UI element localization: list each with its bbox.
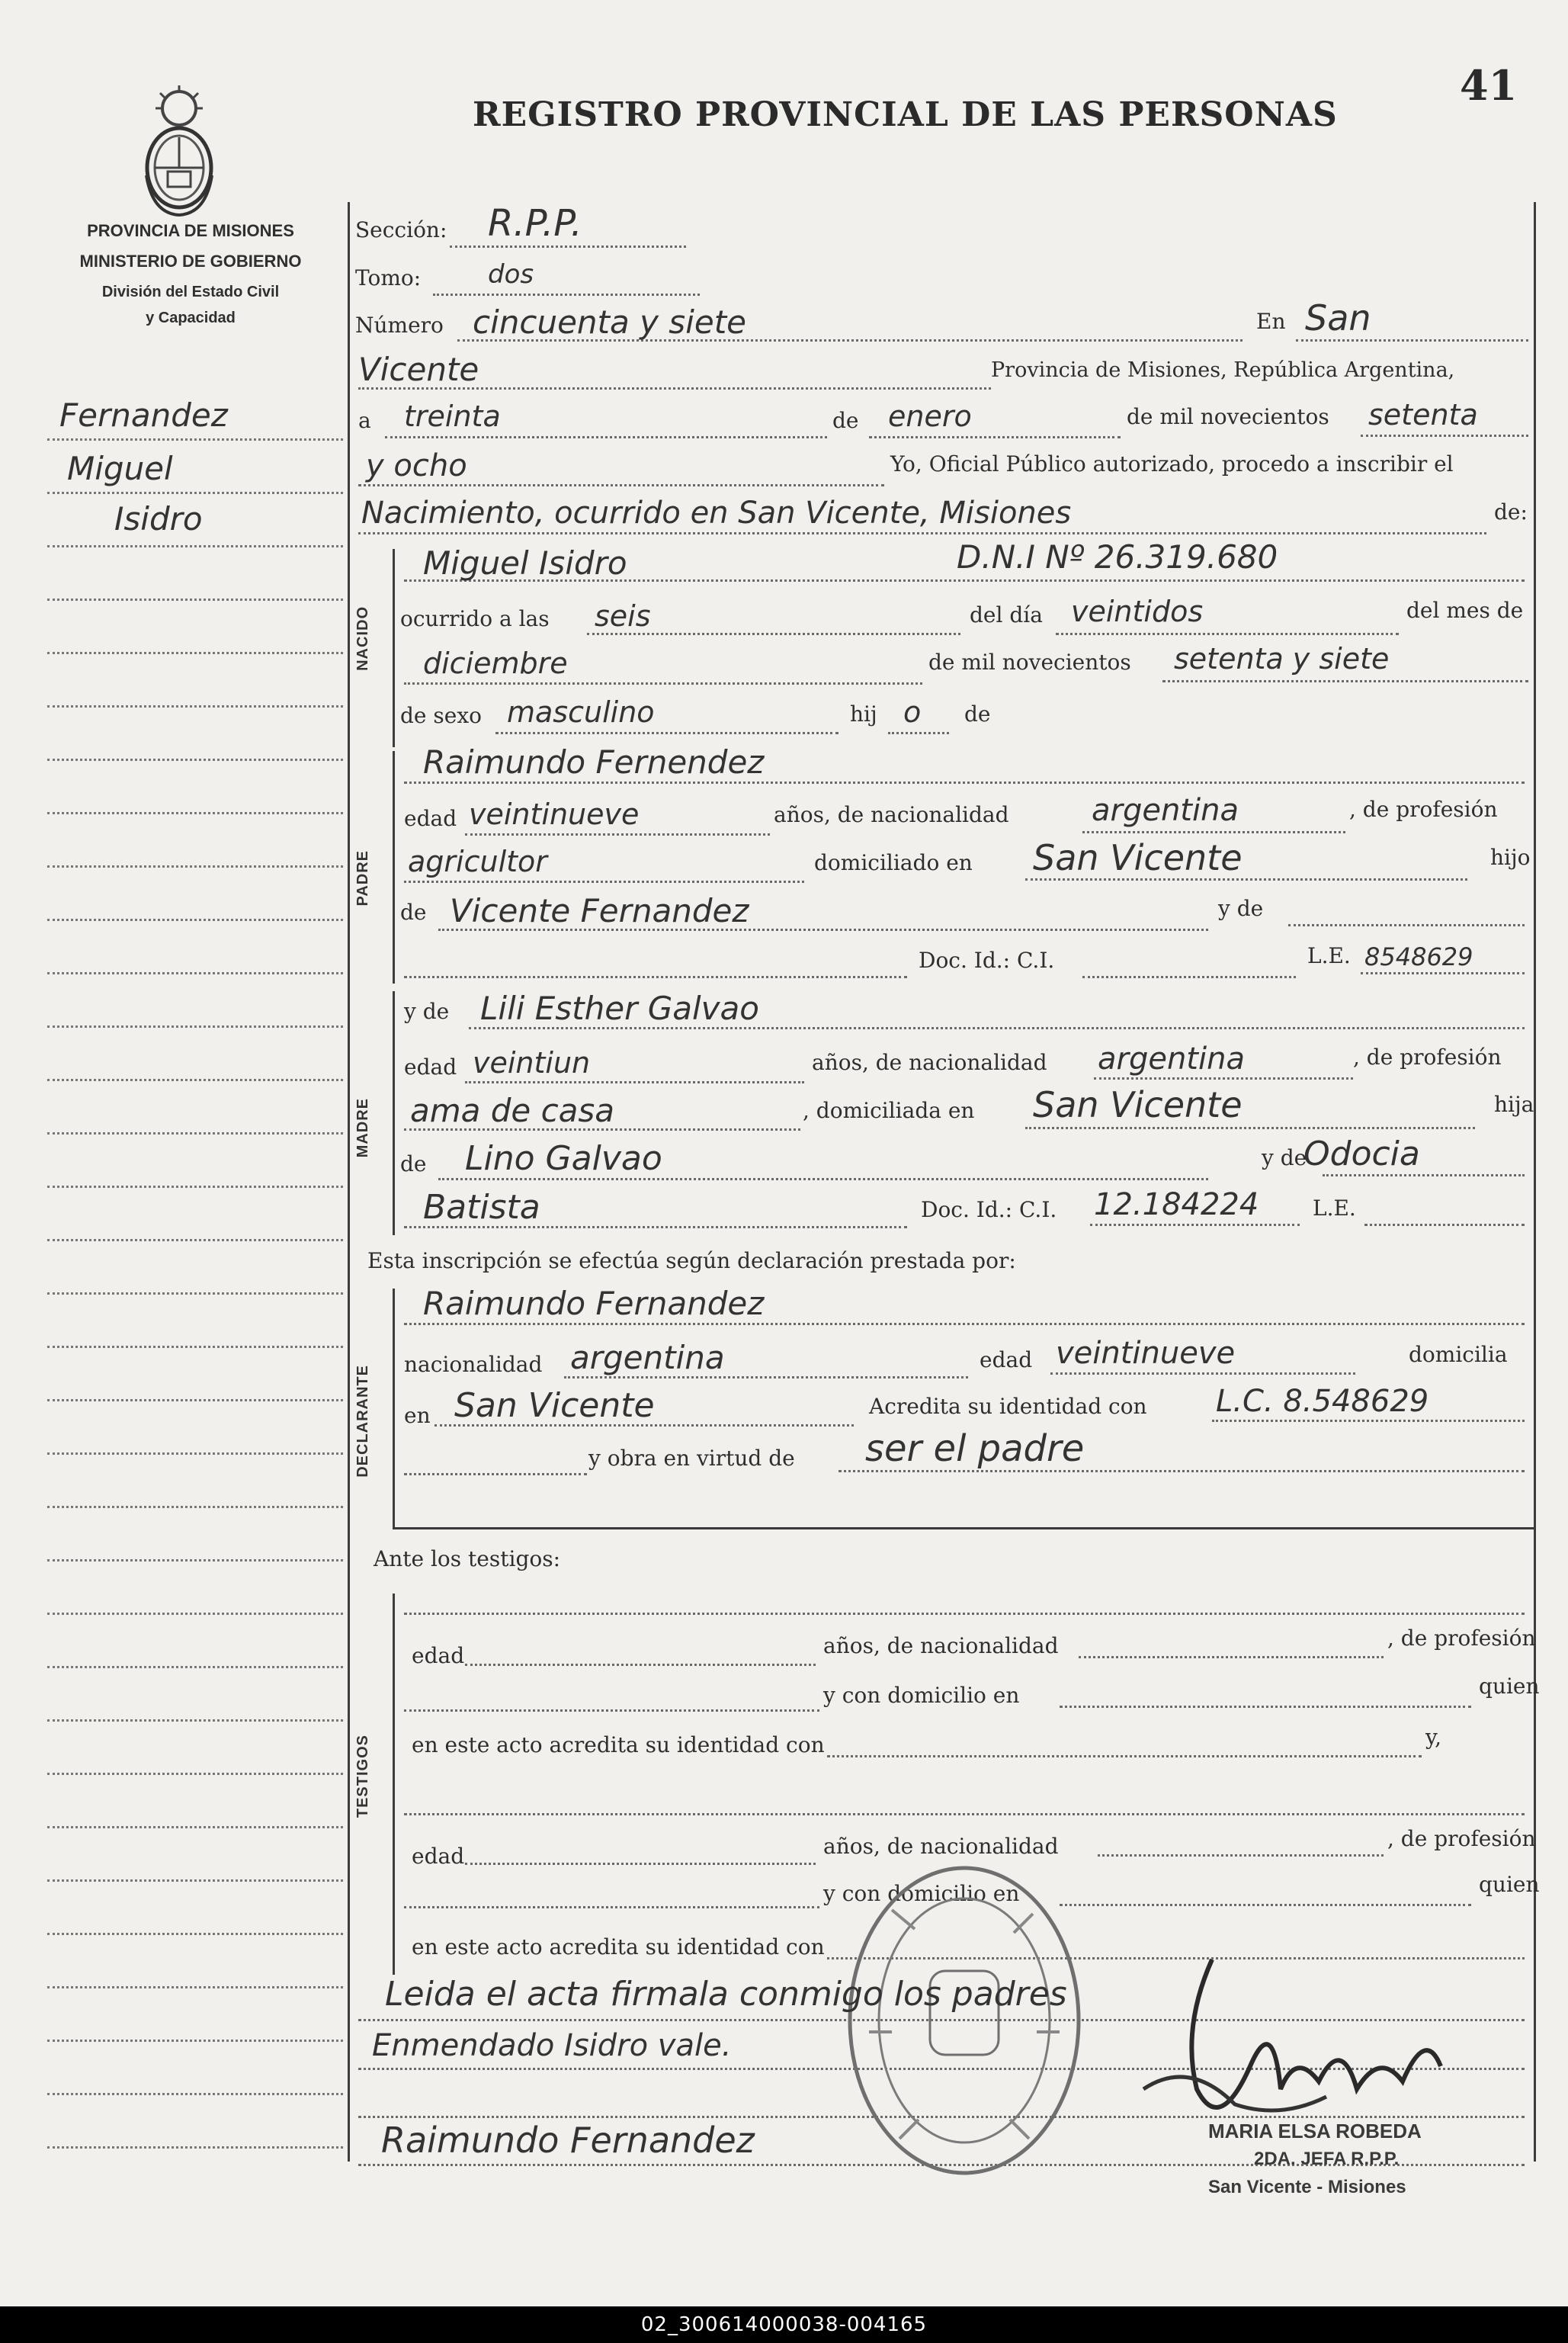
madre-yde-label: y de (404, 999, 450, 1024)
nacido-mes-label: del mes de (1406, 598, 1524, 623)
testigos-section-label: TESTIGOS (354, 1735, 371, 1818)
declarante-edad-value: veintinueve (1056, 1336, 1236, 1371)
declarant-signature: Raimundo Fernandez (381, 2120, 755, 2161)
padre-anios-label: años, de nacionalidad (774, 802, 1009, 827)
padre-dom-line (1025, 878, 1467, 881)
margin-rule-line (47, 1933, 343, 1935)
org-division-2: y Capacidad (146, 310, 236, 326)
nacido-mes-value: diciembre (423, 647, 568, 680)
nacido-name: Miguel Isidro (423, 544, 627, 582)
padre-padre-value: Vicente Fernandez (450, 892, 749, 929)
mes-line (869, 436, 1121, 438)
margin-rule-line (47, 1132, 343, 1135)
padre-edad-value: veintinueve (469, 798, 640, 831)
declarante-section-label: DECLARANTE (354, 1365, 371, 1478)
mil-label: de mil novecientos (1127, 404, 1329, 429)
padre-nac-line (1082, 831, 1345, 833)
declarante-nac-value: argentina (570, 1339, 725, 1376)
declarante-name-line (404, 1323, 1525, 1325)
margin-rule-line (47, 438, 343, 441)
madre-ydem-label: y de (1262, 1145, 1307, 1170)
madre-name: Lili Esther Galvao (480, 990, 759, 1027)
official-place: San Vicente - Misiones (1208, 2177, 1406, 2197)
anio-value-2: y ocho (366, 448, 467, 483)
testigo1-dom-line (1060, 1706, 1471, 1708)
seccion-value: R.P.P. (488, 202, 582, 245)
madre-madre-line (1323, 1174, 1525, 1176)
padre-le-label: L.E. (1307, 943, 1351, 968)
padre-madre-line (1288, 924, 1525, 926)
testigo1-anios-label: años, de nacionalidad (823, 1633, 1059, 1658)
padre-prof-line (404, 881, 804, 883)
margin-rule-line (47, 759, 343, 761)
testigo2-acredita-label: en este acto acredita su identidad con (412, 1934, 825, 1959)
padre-de-label: de (400, 900, 427, 925)
en-line (1296, 339, 1528, 342)
madre-hija-label: hija (1494, 1092, 1534, 1117)
margin-rule-line (47, 1186, 343, 1188)
madre-padre-value: Lino Galvao (465, 1139, 662, 1178)
en-value: San (1305, 297, 1371, 339)
madre-ci-line (1090, 1224, 1300, 1226)
place-value: Vicente (358, 351, 479, 388)
madre-bracket (393, 991, 395, 1235)
declarante-name: Raimundo Fernandez (423, 1285, 765, 1322)
padre-dom-value: San Vicente (1033, 837, 1243, 878)
org-division: División del Estado Civil (101, 284, 280, 300)
declarante-obra-label: y obra en virtud de (588, 1446, 795, 1471)
declarante-obra-value: ser el padre (865, 1427, 1085, 1470)
madre-padre-line (438, 1178, 1208, 1180)
padre-name: Raimundo Fernendez (423, 743, 765, 781)
madre-section-label: MADRE (354, 1098, 371, 1158)
testigos-intro: Ante los testigos: (374, 1546, 561, 1571)
hijo-value: o (903, 695, 922, 729)
margin-rule-line (47, 812, 343, 814)
hora-line (587, 633, 960, 635)
testigo2-prof-line (404, 1906, 819, 1908)
padre-le-line (1361, 972, 1525, 974)
nacido-dni: D.N.I Nº 26.319.680 (957, 538, 1278, 576)
margin-rule-line (47, 1292, 343, 1295)
testigo1-nac-line (1079, 1656, 1384, 1658)
margin-rule-line (47, 1239, 343, 1241)
seccion-line (450, 246, 686, 248)
coat-of-arms-emblem (137, 84, 221, 221)
official-title: 2DA. JEFA R.P.P. (1254, 2149, 1400, 2169)
testigo2-nac-line (1098, 1854, 1384, 1857)
margin-rule-line (47, 2093, 343, 2095)
margin-rule-line (47, 865, 343, 868)
testigo2-edad-line (465, 1863, 816, 1865)
hijo-line (888, 732, 949, 734)
nacido-de-label: de (964, 701, 991, 727)
declarante-acredita-line (1212, 1420, 1525, 1422)
margin-rule-line (47, 1559, 343, 1561)
margin-rule-line (47, 1666, 343, 1668)
margin-rule-line (47, 1613, 343, 1615)
madre-edad-label: edad (404, 1054, 457, 1080)
numero-value: cincuenta y siete (473, 303, 747, 341)
footer-id: 02_300614000038-004165 (640, 2313, 928, 2336)
testigo1-edad-line (465, 1664, 816, 1666)
testigo2-dom-label: y con domicilio en (823, 1881, 1020, 1906)
hora-label: ocurrido a las (400, 606, 550, 631)
padre-doc-line (404, 976, 907, 978)
provincia-text: Provincia de Misiones, República Argentina, (991, 358, 1455, 382)
padre-prof-label: , de profesión (1349, 797, 1498, 822)
declarante-nac-label: nacionalidad (404, 1352, 543, 1377)
nacido-dia-value: veintidos (1071, 595, 1204, 628)
testigo2-edad-label: edad (412, 1844, 465, 1869)
padre-edad-line (465, 833, 770, 836)
padre-ci-line (1082, 976, 1296, 978)
margin-rule-line (47, 1879, 343, 1882)
inscribir-line (358, 532, 1486, 534)
testigos-bracket (393, 1594, 395, 1975)
madre-dom-value: San Vicente (1033, 1084, 1243, 1125)
testigo2-anios-label: años, de nacionalidad (823, 1834, 1059, 1859)
padre-bracket (393, 751, 395, 984)
hijo-label: hij (850, 701, 877, 727)
padre-doc-label: Doc. Id.: C.I. (919, 948, 1055, 973)
dia-label: del día (970, 602, 1043, 627)
madre-prof-label: , de profesión (1353, 1045, 1502, 1070)
nacido-dia-line (1056, 633, 1399, 635)
testigo1-quien-label: quien (1479, 1674, 1540, 1699)
madre-ci-value: 12.184224 (1094, 1187, 1259, 1222)
declarante-acredita-value: L.C. 8.548629 (1216, 1384, 1429, 1419)
madre-madre-value-2: Batista (423, 1188, 540, 1227)
tomo-value: dos (488, 259, 534, 290)
margin-rule-line (47, 1826, 343, 1828)
padre-section-label: PADRE (354, 850, 371, 907)
declarante-en-value: San Vicente (454, 1386, 655, 1425)
margin-rule-line (47, 919, 343, 921)
nacido-anio-line (1162, 680, 1528, 682)
madre-le-line (1364, 1224, 1525, 1226)
hora-value: seis (595, 599, 651, 633)
testigo2-name-line (404, 1813, 1525, 1815)
madre-de-label: de (400, 1151, 427, 1176)
sexo-value: masculino (507, 695, 655, 729)
mes-value: enero (888, 400, 972, 433)
declarante-obra-line (839, 1470, 1525, 1472)
madre-name-line (469, 1027, 1525, 1029)
padre-prof-value: agricultor (408, 845, 547, 878)
testigo1-acredita-line (827, 1755, 1422, 1757)
numero-label: Número (355, 313, 444, 338)
margin-rule-line (47, 2146, 343, 2149)
page-number: 41 (1460, 61, 1518, 110)
registry-seal-stamp (839, 1857, 1090, 2184)
dia-value: treinta (404, 400, 501, 433)
org-province: PROVINCIA DE MISIONES (87, 221, 294, 240)
testigo1-y-label: y, (1425, 1725, 1441, 1750)
madre-anios-label: años, de nacionalidad (812, 1050, 1047, 1075)
padre-hijo-label: hijo (1490, 845, 1531, 870)
padre-name-line (404, 782, 1525, 784)
margin-rule-line (47, 2040, 343, 2042)
nacido-section-label: NACIDO (354, 606, 371, 671)
dia-line (385, 436, 827, 438)
main-frame-right (1534, 202, 1536, 2162)
margin-middle-name: Isidro (114, 500, 203, 538)
madre-madre-value: Odocia (1303, 1135, 1420, 1173)
main-frame-left (348, 202, 350, 2162)
declarante-obra-pre-line (404, 1473, 587, 1475)
nacido-anio-label: de mil novecientos (928, 650, 1131, 675)
margin-first-name: Miguel (67, 450, 173, 487)
padre-nac-value: argentina (1092, 793, 1239, 828)
padre-edad-label: edad (404, 806, 457, 831)
margin-surname: Fernandez (59, 396, 228, 434)
margin-rule-line (47, 972, 343, 974)
tomo-label: Tomo: (355, 265, 422, 290)
margin-rule-line (47, 1079, 343, 1081)
yo-text: Yo, Oficial Público autorizado, procedo a inscribir el (890, 451, 1454, 477)
seccion-label: Sección: (355, 217, 447, 242)
testigo1-acredita-label: en este acto acredita su identidad con (412, 1732, 825, 1757)
declarante-acredita-label: Acredita su identidad con (869, 1394, 1147, 1419)
anio2-line (358, 484, 884, 486)
footer-id-bar (0, 2306, 1568, 2343)
sexo-line (495, 732, 839, 734)
anio-value: setenta (1368, 398, 1478, 432)
padre-dom-label: domiciliado en (814, 850, 973, 875)
madre-prof-value: ama de casa (410, 1092, 615, 1129)
declarante-en-label: en (404, 1403, 431, 1428)
nacido-anio-value: setenta y siete (1174, 642, 1390, 676)
margin-rule-line (47, 1986, 343, 1988)
declarante-domicilia-label: domicilia (1409, 1342, 1508, 1367)
nacido-bracket (393, 549, 395, 747)
madre-edad-line (465, 1081, 804, 1083)
testigo1-prof-line (404, 1709, 819, 1712)
testigo1-dom-label: y con domicilio en (823, 1683, 1020, 1708)
madre-le-label: L.E. (1313, 1196, 1356, 1221)
nacido-mes-line (404, 682, 922, 685)
madre-dom-label: , domiciliada en (803, 1098, 975, 1123)
margin-rule-line (47, 1399, 343, 1401)
margin-rule-line (47, 1452, 343, 1455)
testigo2-dom-line (1060, 1904, 1471, 1906)
padre-le-value: 8548629 (1364, 942, 1473, 971)
declarante-bottom-rule (393, 1527, 1534, 1529)
org-ministry: MINISTERIO DE GOBIERNO (79, 252, 302, 271)
closing-text-1: Leida el acta firmala conmigo los padres (385, 1975, 1067, 2014)
de-label: de (832, 408, 859, 433)
official-signature-scribble (1098, 1937, 1464, 2135)
madre-doc-label: Doc. Id.: C.I. (921, 1197, 1057, 1222)
margin-rule-line (47, 1719, 343, 1722)
testigo2-prof-label: , de profesión (1387, 1826, 1536, 1851)
margin-rule-line (47, 545, 343, 547)
declarante-nac-line (564, 1376, 968, 1379)
testigo1-prof-label: , de profesión (1387, 1626, 1536, 1651)
document-title: REGISTRO PROVINCIAL DE LAS PERSONAS (473, 95, 1338, 134)
margin-rule-line (47, 492, 343, 494)
en-label: En (1256, 309, 1286, 334)
margin-rule-line (47, 1773, 343, 1775)
padre-yde-label: y de (1218, 896, 1264, 921)
inscribir-value: Nacimiento, ocurrido en San Vicente, Misiones (361, 496, 1072, 531)
closing-text-2: Enmendado Isidro vale. (372, 2028, 732, 2063)
margin-rule-line (47, 1025, 343, 1028)
declarante-edad-line (1050, 1372, 1355, 1375)
madre-edad-value: veintiun (473, 1046, 591, 1080)
sexo-label: de sexo (400, 703, 482, 728)
declarante-bracket (393, 1289, 395, 1529)
margin-rule-line (47, 599, 343, 601)
tomo-line (433, 294, 700, 296)
madre-nac-line (1094, 1077, 1353, 1080)
official-name: MARIA ELSA ROBEDA (1208, 2120, 1422, 2142)
declarante-edad-label: edad (980, 1347, 1033, 1372)
de-colon: de: (1494, 499, 1528, 525)
margin-rule-line (47, 1506, 343, 1508)
margin-rule-line (47, 652, 343, 654)
declarante-intro: Esta inscripción se efectúa según declaración prestada por: (367, 1248, 1016, 1273)
testigo1-name-line (404, 1613, 1525, 1615)
madre-nac-value: argentina (1098, 1042, 1245, 1077)
anio-line (1361, 435, 1528, 437)
madre-dom-line (1025, 1127, 1475, 1129)
testigo1-edad-label: edad (412, 1643, 465, 1668)
margin-rule-line (47, 705, 343, 708)
a-label: a (358, 408, 371, 433)
testigo2-quien-label: quien (1479, 1872, 1540, 1897)
margin-rule-line (47, 1346, 343, 1348)
